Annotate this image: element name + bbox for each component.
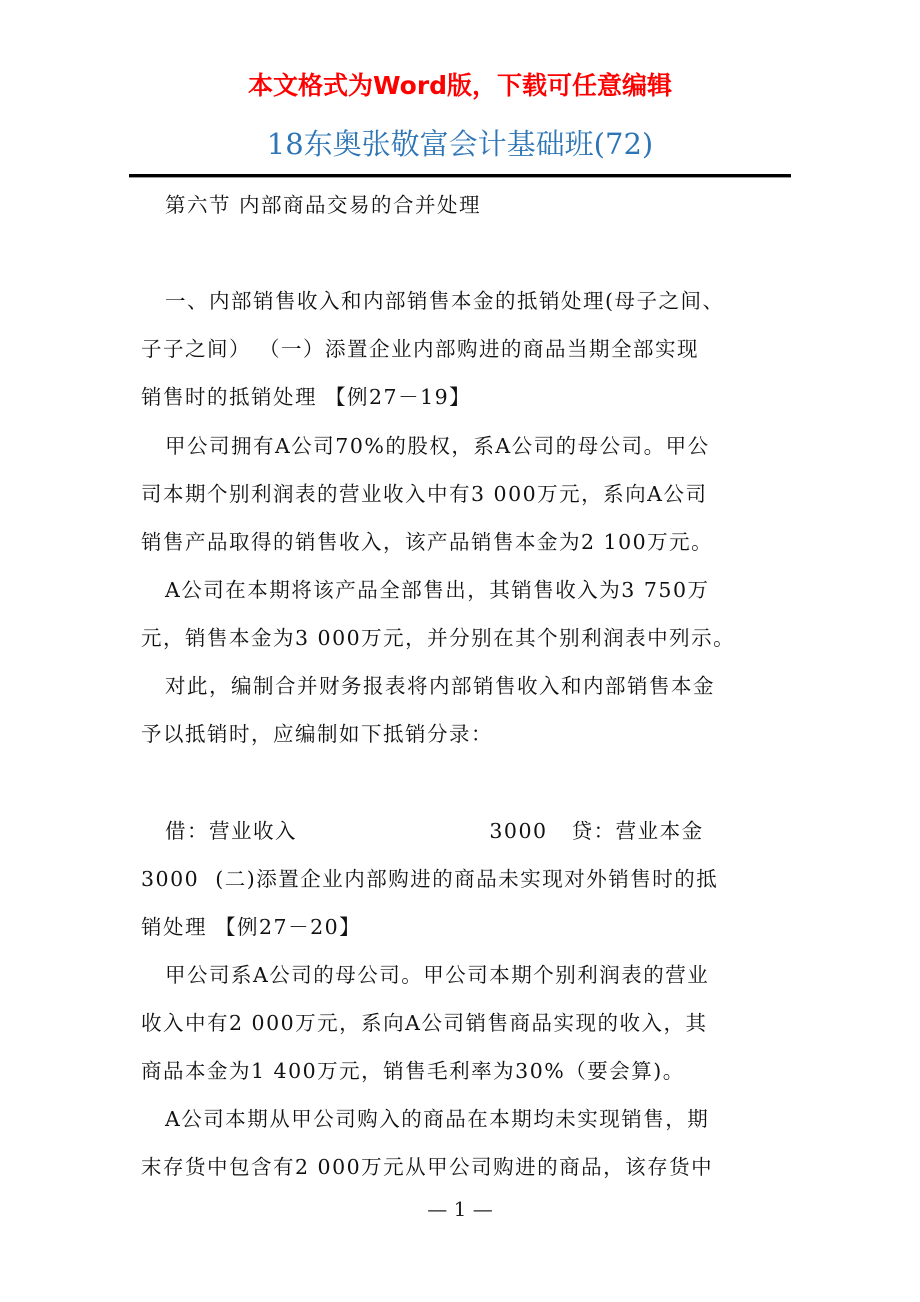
paragraph-line: 予以抵销时，应编制如下抵销分录：: [141, 722, 493, 746]
paragraph-line: 收入中有2 000万元，系向A公司销售商品实现的收入，其: [141, 1011, 708, 1035]
paragraph-line: 末存货中包含有2 000万元从甲公司购进的商品，该存货中: [141, 1155, 714, 1179]
editable-notice-banner: 本文格式为Word版，下载可任意编辑: [247, 71, 673, 100]
paragraph-line: 子子之间） （一）添置企业内部购进的商品当期全部实现: [141, 337, 700, 361]
paragraph-line: 商品本金为1 400万元，销售毛利率为30%（要会算)。: [141, 1059, 685, 1083]
paragraph-line: 元，销售本金为3 000万元，并分别在其个别利润表中列示。: [141, 626, 736, 650]
paragraph-line: 销处理 【例27－20】: [141, 915, 362, 939]
paragraph-line: 甲公司拥有A公司70%的股权，系A公司的母公司。甲公: [165, 434, 710, 458]
page-number: — 1 —: [427, 1197, 493, 1221]
paragraph-line: A公司在本期将该产品全部售出，其销售收入为3 750万: [165, 578, 710, 602]
paragraph-line: 一、内部销售收入和内部销售本金的抵销处理(母子之间、: [165, 289, 725, 313]
paragraph-line: 3000 (二)添置企业内部购进的商品未实现对外销售时的抵: [141, 867, 719, 891]
journal-entry-line: 借：营业收入 3000 贷：营业本金: [165, 819, 704, 843]
title-divider: [129, 174, 791, 177]
section-heading: 第六节 内部商品交易的合并处理: [165, 193, 482, 217]
paragraph-line: 销售产品取得的销售收入，该产品销售本金为2 100万元。: [141, 530, 714, 554]
paragraph-line: 销售时的抵销处理 【例27－19】: [141, 385, 472, 409]
paragraph-line: 对此，编制合并财务报表将内部销售收入和内部销售本金: [165, 674, 715, 698]
paragraph-line: A公司本期从甲公司购入的商品在本期均未实现销售，期: [165, 1107, 710, 1131]
paragraph-line: 司本期个别利润表的营业收入中有3 000万元，系向A公司: [141, 482, 708, 506]
paragraph-line: 甲公司系A公司的母公司。甲公司本期个别利润表的营业: [165, 963, 710, 987]
document-title: 18东奥张敬富会计基础班(72): [266, 127, 654, 161]
